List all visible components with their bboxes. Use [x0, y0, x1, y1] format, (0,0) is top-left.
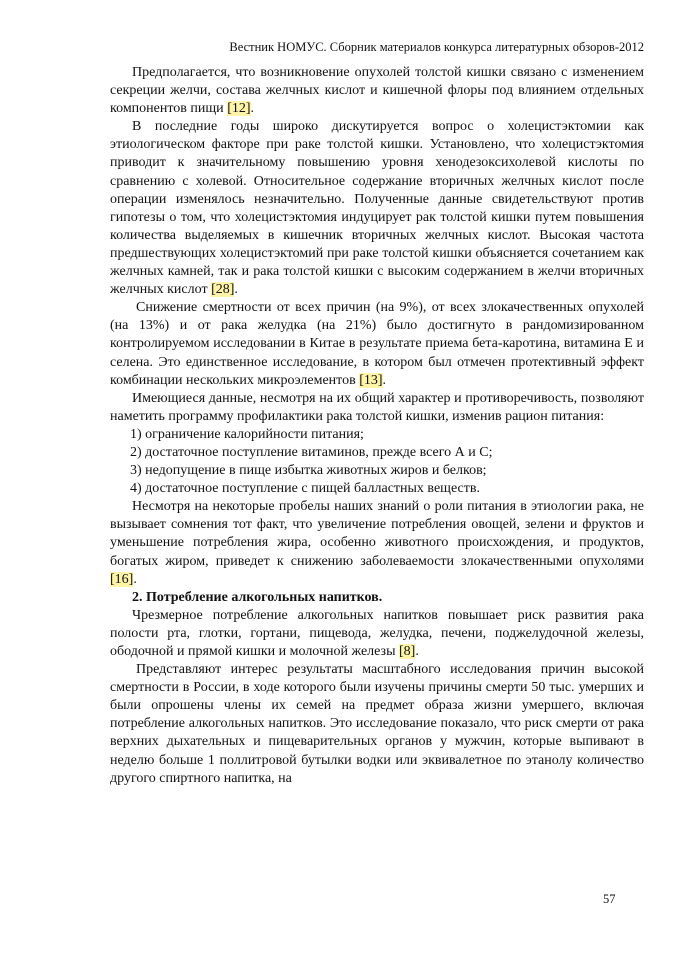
section-heading: 2. Потребление алкогольных напитков. — [132, 589, 383, 605]
paragraph: Снижение смертности от всех причин (на 9%), от всех злокачественных опухолей (на 13%) и от рака желудка (на 21%) было достигнуто в рандомизированном контролируемом исследовании в Китае в результате приема бета-каротина, витамина Е и селена. Это единственное исследование, в котором был отмечен протективный эффект комбинации нескольких микроэлементов [13]. — [110, 300, 644, 388]
citation-reference: [12] — [227, 101, 251, 117]
citation-reference: [13] — [359, 372, 383, 388]
citation-reference: [16] — [110, 571, 134, 587]
page-number: 57 — [603, 892, 616, 906]
running-header: Вестник НОМУС. Сборник материалов конкурса литературных обзоров-2012 — [229, 40, 644, 54]
paragraph: Представляют интерес результаты масштабного исследования причин высокой смертности в России, в ходе которого были изучены причины смерти 50 тыс. умерших и были опрошены члены их семей на предмет образа жизни умершего, включая потребление алкогольных напитков. Это исследование показало, что риск смерти от рака верхних дыхательных и пищеварительных органов у мужчин, которые выпивают в неделю больше 1 поллитровой бутылки водки или эквивалетное по этанолу количество другого спиртного напитка, на — [110, 662, 644, 786]
paragraph: Чрезмерное потребление алкогольных напитков повышает риск развития рака полости рта, глотки, гортани, пищевода, желудка, печени, поджелудочной железы, ободочной и прямой кишки и молочной железы [8]. — [110, 607, 644, 659]
list-item: 1) ограничение калорийности питания; — [130, 426, 364, 442]
document-body — [110, 64, 644, 788]
citation-reference: [8] — [398, 644, 416, 659]
list-item: 4) достаточное поступление с пищей балластных веществ. — [130, 481, 480, 497]
list-item: 3) недопущение в пище избытка животных жиров и белков; — [130, 463, 487, 479]
paragraph: Имеющиеся данные, несмотря на их общий характер и противоречивость, позволяют наметить программу профилактики рака толстой кишки, изменив рацион питания: — [110, 390, 644, 424]
paragraph: Несмотря на некоторые пробелы наших знаний о роли питания в этиологии рака, не вызывает сомнения тот факт, что увеличение потребления овощей, зелени и фруктов и уменьшение потребления жира, особенно животного происхождения, и продуктов, богатых жиром, приведет к снижению заболеваемости злокачественными опухолями [16]. — [110, 499, 644, 587]
list-item: 2) достаточное поступление витаминов, прежде всего А и С; — [130, 444, 493, 460]
paragraph: Предполагается, что возникновение опухолей толстой кишки связано с изменением секреции желчи, состава желчных кислот и кишечной флоры под влиянием отдельных компонентов пищи [12]. — [110, 65, 644, 117]
paragraph: В последние годы широко дискутируется вопрос о холецистэктомии как этиологическом факторе при раке толстой кишки. Установлено, что холецистэктомия приводит к значительному повышению уровня хенодезоксихолевой кислоты по сравнению с холевой. Относительное содержание вторичных желчных кислот после операции изменялось незначительно. Полученные данные свидетельствуют против гипотезы о том, что холецистэктомия индуцирует рак толстой кишки путем повышения количества выделяемых в кишечник вторичных желчных кислот. Высокая частота предшествующих холецистэктомий при раке толстой кишки объясняется сочетанием как желчных камней, так и рака толстой кишки с высоким содержанием в желчи вторичных желчных кислот [28]. — [110, 119, 644, 298]
citation-reference: [28] — [211, 282, 235, 298]
